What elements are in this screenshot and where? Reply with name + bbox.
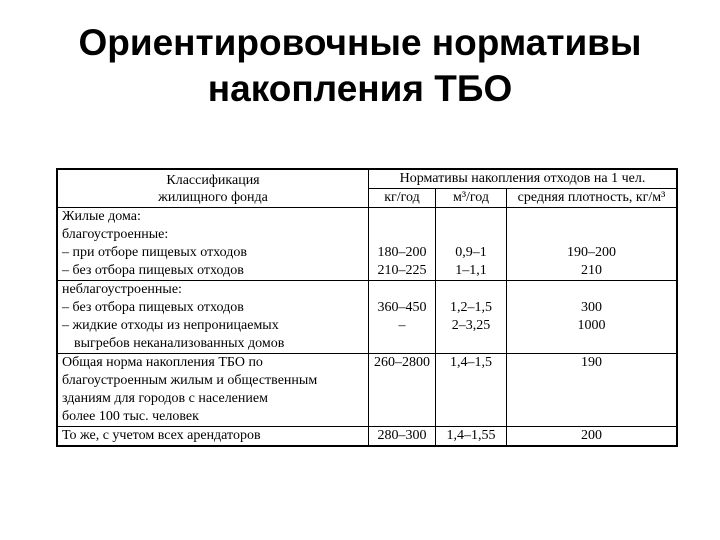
- header-classification-line-1: Классификация: [166, 172, 260, 188]
- cell-value: 360–450: [377, 300, 427, 315]
- row-classification: [57, 208, 369, 281]
- row-text-line: более 100 тыс. человек: [62, 409, 199, 424]
- cell-value: 1,4–1,5: [450, 355, 492, 370]
- row-density: [507, 354, 678, 427]
- cell-value: 1,4–1,55: [446, 428, 496, 443]
- cell-value: 180–200: [377, 245, 427, 260]
- cell-value: 2–3,25: [451, 318, 491, 333]
- table-row: [57, 208, 677, 281]
- row-text-line: – при отборе пищевых отходов: [62, 245, 247, 260]
- table-row: [57, 354, 677, 427]
- cell-value: 280–300: [377, 428, 427, 443]
- row-text-line: благоустроенным жилым и общественным: [62, 373, 318, 388]
- cell-value: 1–1,1: [455, 263, 487, 278]
- row-text-line: благоустроенные:: [62, 227, 169, 242]
- row-m3-year: [436, 354, 507, 427]
- cell-value: 1000: [577, 318, 606, 333]
- row-text-line: То же, с учетом всех арендаторов: [62, 428, 261, 443]
- row-text-line: – жидкие отходы из непроницаемых: [62, 318, 279, 333]
- row-classification: [57, 281, 369, 354]
- row-text-line: Общая норма накопления ТБО по: [62, 355, 263, 370]
- row-text-line: – без отбора пищевых отходов: [62, 263, 244, 278]
- cell-value: 210: [581, 263, 602, 278]
- row-density: [507, 208, 678, 281]
- table-row: [57, 281, 677, 354]
- row-kg-year: [369, 208, 436, 281]
- row-m3-year: [436, 427, 507, 447]
- cell-value: –: [398, 318, 406, 333]
- row-text-line: неблагоустроенные:: [62, 282, 182, 297]
- cell-value: 300: [581, 300, 602, 315]
- slide-title-line-2: накопления ТБО: [207, 68, 513, 109]
- header-density: средняя плотность, кг/м³: [507, 189, 678, 208]
- norms-table: [56, 168, 678, 447]
- row-m3-year: [436, 208, 507, 281]
- row-classification: [57, 427, 369, 447]
- cell-value: 200: [581, 428, 602, 443]
- row-m3-year: [436, 281, 507, 354]
- header-m3-year: м³/год: [436, 189, 507, 208]
- row-text-line: Жилые дома:: [62, 209, 141, 224]
- row-text-line: – без отбора пищевых отходов: [62, 300, 244, 315]
- header-classification: [57, 169, 369, 208]
- row-kg-year: [369, 281, 436, 354]
- cell-value: 190: [581, 355, 602, 370]
- header-norms: Нормативы накопления отходов на 1 чел.: [369, 169, 678, 189]
- row-text-line: зданиям для городов с населением: [62, 391, 268, 406]
- row-kg-year: [369, 354, 436, 427]
- row-text-line: выгребов неканализованных домов: [74, 336, 285, 351]
- table-row: [57, 427, 677, 447]
- cell-value: 1,2–1,5: [450, 300, 492, 315]
- row-kg-year: [369, 427, 436, 447]
- cell-value: 260–2800: [374, 355, 430, 370]
- header-classification-line-2: жилищного фонда: [158, 189, 268, 205]
- cell-value: 0,9–1: [455, 245, 487, 260]
- row-density: [507, 427, 678, 447]
- row-classification: [57, 354, 369, 427]
- header-kg-year: кг/год: [369, 189, 436, 208]
- cell-value: 190–200: [567, 245, 616, 260]
- row-density: [507, 281, 678, 354]
- slide-title-line-1: Ориентировочные нормативы: [78, 22, 642, 63]
- slide-title: [0, 20, 720, 112]
- cell-value: 210–225: [377, 263, 427, 278]
